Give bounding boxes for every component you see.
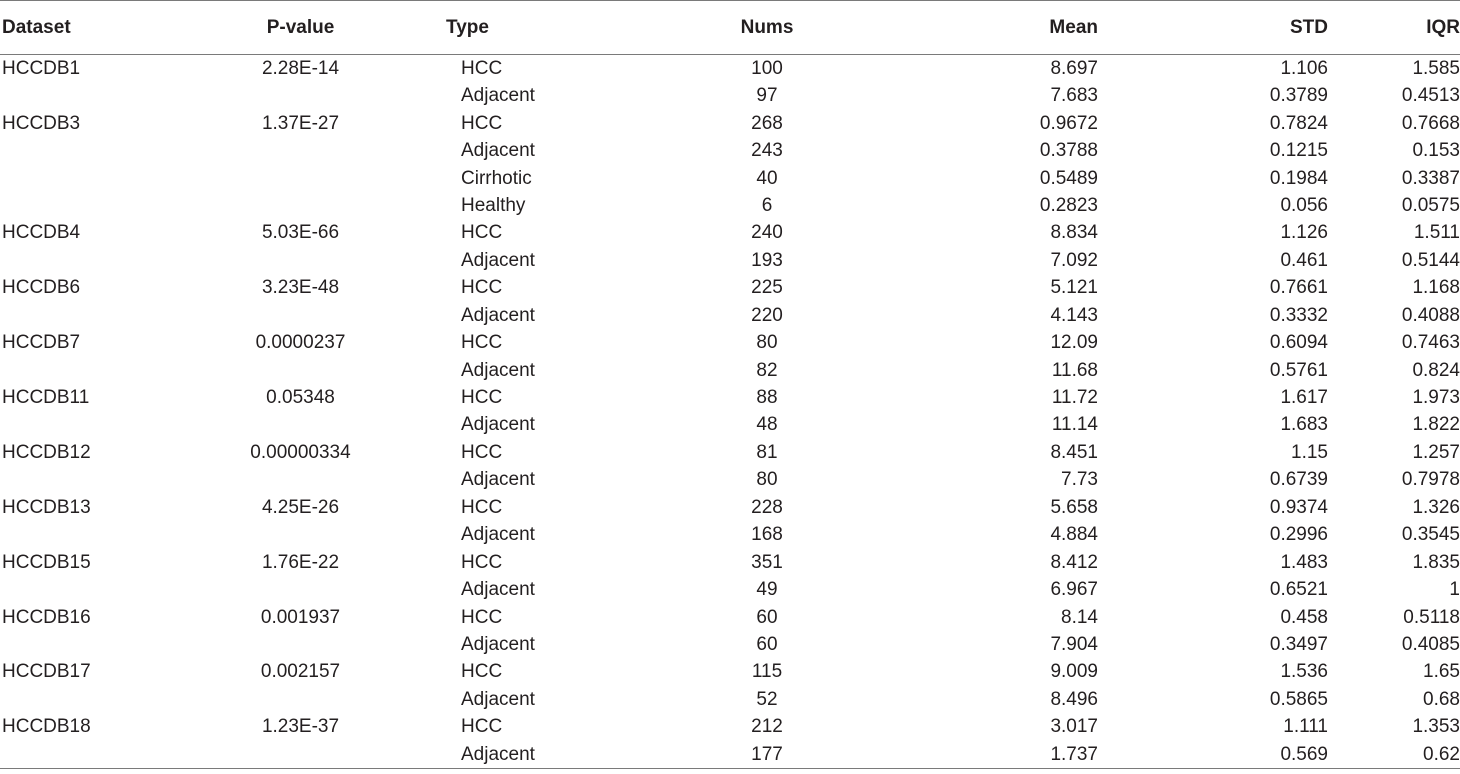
cell-mean: 0.5489 [1039,167,1098,189]
cell-nums: 60 [756,606,778,628]
cell-pvalue [183,164,418,191]
cell-iqr: 1.511 [1413,222,1460,244]
cell-type: HCC [461,387,503,409]
cell-std: 1.683 [1280,414,1328,436]
cell-std: 0.9374 [1269,496,1328,518]
cell-std: 0.3332 [1269,304,1328,326]
cell-dataset [0,741,183,769]
cell-std: 1.617 [1280,387,1328,409]
cell-nums: 49 [756,579,778,601]
header-pvalue: P-value [183,1,418,55]
cell-iqr: 0.7978 [1401,469,1460,491]
cell-dataset: HCCDB4 [2,222,81,244]
cell-mean: 1.737 [878,741,1098,769]
table-row [0,384,1460,411]
cell-pvalue: 0.002157 [260,661,341,683]
cell-mean: 4.143 [1050,304,1098,326]
cell-type: HCC [461,551,503,573]
cell-type: HCC [461,606,503,628]
cell-pvalue [183,466,418,493]
cell-dataset: HCCDB6 [2,277,81,299]
cell-dataset [0,686,183,713]
cell-nums: 6 [761,194,773,216]
cell-pvalue [183,82,418,109]
cell-type: Adjacent [461,359,535,381]
cell-nums: 228 [751,496,783,518]
cell-mean: 7.73 [1061,469,1098,491]
table-row [0,82,1460,109]
cell-iqr: 0.7463 [1401,332,1460,354]
cell-mean: 9.009 [1050,661,1098,683]
cell-dataset [0,82,183,109]
header-std: STD [1098,1,1328,55]
cell-pvalue: 1.23E-37 [261,716,340,738]
cell-std: 0.6739 [1269,469,1328,491]
cell-nums: 82 [756,359,778,381]
table-header [0,1,1460,55]
cell-std: 0.3497 [1269,633,1328,655]
cell-type: Adjacent [461,304,535,326]
cell-iqr: 0.5144 [1401,249,1460,271]
table-row [0,164,1460,191]
cell-type: Adjacent [461,524,535,546]
table-row [0,109,1460,136]
cell-nums: 193 [751,249,783,271]
table-row [0,548,1460,575]
cell-pvalue [183,686,418,713]
header-dataset: Dataset [0,1,183,55]
cell-dataset: HCCDB16 [2,606,91,628]
cell-std: 0.461 [1280,249,1328,271]
cell-nums: 225 [751,277,783,299]
cell-mean: 7.904 [1050,633,1098,655]
cell-mean: 8.697 [1050,58,1098,79]
header-iqr: IQR [1328,1,1460,55]
table-row [0,137,1460,164]
cell-dataset: HCCDB3 [2,112,81,134]
cell-dataset: HCCDB11 [2,387,90,409]
cell-dataset [0,466,183,493]
cell-nums: 88 [756,387,778,409]
cell-mean: 7.092 [1050,249,1098,271]
cell-dataset: HCCDB12 [2,441,91,463]
cell-std: 0.458 [1280,606,1328,628]
cell-dataset [0,521,183,548]
cell-std: 0.569 [1098,741,1328,769]
cell-pvalue [183,137,418,164]
table-row [0,494,1460,521]
cell-type: Adjacent [461,414,535,436]
cell-mean: 5.121 [1050,277,1098,299]
table-row [0,274,1460,301]
cell-iqr: 1.257 [1412,441,1460,463]
table-row [0,411,1460,438]
cell-std: 0.1984 [1269,167,1328,189]
cell-mean: 6.967 [1050,579,1098,601]
header-type: Type [418,1,656,55]
cell-mean: 12.09 [1050,332,1098,354]
cell-nums: 268 [751,112,783,134]
cell-iqr: 1.973 [1412,387,1460,409]
table-row [0,603,1460,630]
cell-nums: 48 [756,414,778,436]
cell-pvalue [183,521,418,548]
cell-dataset [0,356,183,383]
cell-pvalue [183,302,418,329]
cell-nums: 220 [751,304,783,326]
cell-mean: 11.72 [1051,387,1098,409]
cell-nums: 60 [756,633,778,655]
cell-type: Adjacent [461,469,535,491]
cell-std: 1.15 [1291,441,1328,463]
cell-iqr: 0.62 [1328,741,1460,769]
table-row [0,329,1460,356]
cell-pvalue [183,247,418,274]
cell-dataset: HCCDB17 [2,661,91,683]
cell-dataset [0,192,183,219]
cell-pvalue: 3.23E-48 [261,277,340,299]
cell-dataset [0,576,183,603]
cell-mean: 4.884 [1050,524,1098,546]
cell-dataset: HCCDB18 [2,716,91,738]
cell-nums: 115 [751,661,783,683]
cell-iqr: 0.7668 [1401,112,1460,134]
cell-nums: 351 [751,551,783,573]
header-mean: Mean [878,1,1098,55]
cell-iqr: 0.3387 [1401,167,1460,189]
cell-dataset [0,631,183,658]
table-row [0,713,1460,740]
cell-std: 0.3789 [1269,85,1328,107]
table-row [0,55,1460,83]
cell-pvalue [183,576,418,603]
cell-mean: 8.451 [1050,441,1098,463]
cell-std: 0.7661 [1269,277,1328,299]
cell-nums: 52 [756,688,778,710]
cell-pvalue: 1.37E-27 [261,112,340,134]
cell-nums: 100 [751,58,783,79]
cell-std: 0.5761 [1269,359,1328,381]
cell-dataset: HCCDB1 [2,58,81,79]
cell-type: Adjacent [461,633,535,655]
cell-mean: 5.658 [1050,496,1098,518]
cell-pvalue: 0.0000237 [255,332,346,354]
cell-type: Healthy [461,194,526,216]
cell-type: HCC [461,332,503,354]
cell-mean: 8.412 [1050,551,1098,573]
cell-nums: 212 [751,716,783,738]
cell-nums: 177 [656,741,878,769]
cell-iqr: 1 [1449,579,1460,601]
cell-iqr: 1.326 [1412,496,1460,518]
cell-iqr: 0.153 [1412,140,1460,162]
cell-iqr: 1.65 [1423,661,1460,683]
cell-nums: 97 [756,85,778,107]
cell-type: HCC [461,661,503,683]
cell-dataset [0,247,183,274]
cell-iqr: 1.168 [1412,277,1460,299]
cell-std: 1.106 [1280,58,1328,79]
cell-std: 0.6094 [1269,332,1328,354]
cell-mean: 11.68 [1051,359,1098,381]
cell-nums: 168 [751,524,783,546]
table-row [0,247,1460,274]
cell-type: Adjacent [461,579,535,601]
header-nums: Nums [656,1,878,55]
cell-nums: 80 [756,332,778,354]
cell-iqr: 0.824 [1412,359,1460,381]
cell-type: HCC [461,112,503,134]
cell-std: 1.111 [1283,716,1328,738]
cell-type: Adjacent [461,140,535,162]
cell-type: Adjacent [461,249,535,271]
cell-nums: 243 [751,140,783,162]
table-row [0,631,1460,658]
cell-dataset: HCCDB13 [2,496,91,518]
cell-std: 0.6521 [1269,579,1328,601]
cell-pvalue [183,411,418,438]
cell-mean: 0.9672 [1039,112,1098,134]
table-row [0,466,1460,493]
cell-iqr: 0.3545 [1401,524,1460,546]
cell-dataset [0,411,183,438]
cell-iqr: 0.0575 [1401,194,1460,216]
cell-nums: 40 [756,167,778,189]
cell-mean: 11.14 [1051,414,1098,436]
cell-iqr: 0.4088 [1401,304,1460,326]
cell-mean: 8.14 [1061,606,1098,628]
cell-type: Adjacent [418,741,656,769]
cell-dataset: HCCDB15 [2,551,91,573]
cell-std: 0.7824 [1269,112,1328,134]
cell-iqr: 1.822 [1412,414,1460,436]
table-row [0,356,1460,383]
table-row [0,741,1460,769]
cell-iqr: 1.585 [1412,58,1460,79]
cell-type: HCC [461,222,503,244]
cell-iqr: 0.4085 [1401,633,1460,655]
cell-std: 0.2996 [1269,524,1328,546]
cell-type: Adjacent [461,85,535,107]
table-row [0,521,1460,548]
table-row [0,192,1460,219]
cell-iqr: 0.5118 [1403,606,1460,628]
cell-dataset [0,164,183,191]
cell-mean: 0.2823 [1039,194,1098,216]
cell-mean: 0.3788 [1039,140,1098,162]
cell-pvalue: 1.76E-22 [261,551,340,573]
cell-mean: 3.017 [1050,716,1098,738]
cell-pvalue [183,356,418,383]
cell-type: HCC [461,496,503,518]
cell-type: HCC [461,58,503,79]
cell-type: Cirrhotic [461,167,532,189]
table-row [0,686,1460,713]
cell-pvalue: 5.03E-66 [261,222,340,244]
cell-type: HCC [461,441,503,463]
table-body [0,55,1460,769]
cell-iqr: 1.835 [1412,551,1460,573]
cell-std: 1.126 [1280,222,1328,244]
cell-dataset [0,137,183,164]
table-row [0,439,1460,466]
cell-pvalue [183,192,418,219]
cell-pvalue [183,741,418,769]
table-row [0,658,1460,685]
cell-dataset [0,302,183,329]
cell-mean: 7.683 [1050,85,1098,107]
cell-std: 0.1215 [1269,140,1328,162]
cell-std: 1.536 [1280,661,1328,683]
table-row [0,219,1460,246]
cell-dataset: HCCDB7 [2,332,81,354]
cell-iqr: 1.353 [1412,716,1460,738]
cell-nums: 81 [756,441,778,463]
cell-type: HCC [461,277,503,299]
cell-nums: 80 [756,469,778,491]
cell-type: Adjacent [461,688,535,710]
header-row [0,1,1460,55]
cell-iqr: 0.68 [1423,688,1460,710]
cell-pvalue: 2.28E-14 [261,58,340,79]
cell-type: HCC [461,716,503,738]
cell-nums: 240 [751,222,783,244]
cell-pvalue: 0.00000334 [250,441,351,463]
table-row [0,302,1460,329]
cell-std: 0.5865 [1269,688,1328,710]
table-row [0,576,1460,603]
cell-pvalue: 0.001937 [260,606,341,628]
cell-pvalue: 4.25E-26 [261,496,340,518]
cell-pvalue [183,631,418,658]
cell-std: 1.483 [1280,551,1328,573]
cell-std: 0.056 [1280,194,1328,216]
cell-iqr: 0.4513 [1401,85,1460,107]
cell-pvalue: 0.05348 [266,387,335,409]
cell-mean: 8.496 [1050,688,1098,710]
cell-mean: 8.834 [1050,222,1098,244]
